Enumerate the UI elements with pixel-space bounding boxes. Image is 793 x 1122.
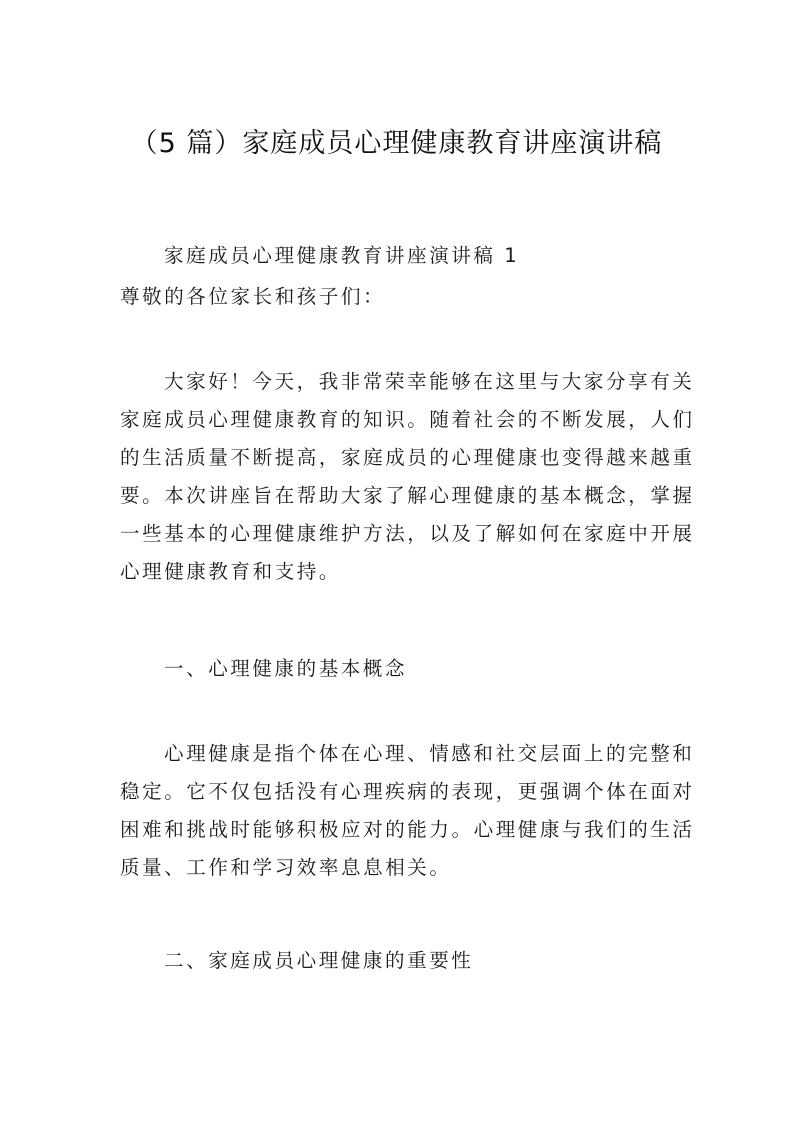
- section-heading: 二、家庭成员心理健康的重要性: [164, 949, 474, 972]
- paragraph-line: 要。本次讲座旨在帮助大家了解心理健康的基本概念，掌握: [120, 484, 695, 507]
- paragraph-line: 心理健康是指个体在心理、情感和社交层面上的完整和: [164, 742, 695, 765]
- paragraph-line: 大家好！今天，我非常荣幸能够在这里与大家分享有关: [164, 370, 695, 393]
- paragraph-line: 心理健康教育和支持。: [120, 560, 342, 583]
- document-title: （5 篇）家庭成员心理健康教育讲座演讲稿: [130, 128, 663, 159]
- salutation: 尊敬的各位家长和孩子们：: [120, 285, 386, 308]
- paragraph-line: 质量、工作和学习效率息息相关。: [120, 856, 452, 879]
- paragraph-line: 家庭成员心理健康教育的知识。随着社会的不断发展，人们: [120, 408, 695, 431]
- section-heading: 一、心理健康的基本概念: [164, 657, 408, 680]
- paragraph-line: 一些基本的心理健康维护方法，以及了解如何在家庭中开展: [120, 522, 695, 545]
- paragraph-line: 困难和挑战时能够积极应对的能力。心理健康与我们的生活: [120, 818, 695, 841]
- speech-subtitle: 家庭成员心理健康教育讲座演讲稿 1: [164, 244, 520, 267]
- paragraph-line: 稳定。它不仅包括没有心理疾病的表现，更强调个体在面对: [120, 780, 695, 803]
- paragraph-line: 的生活质量不断提高，家庭成员的心理健康也变得越来越重: [120, 446, 695, 469]
